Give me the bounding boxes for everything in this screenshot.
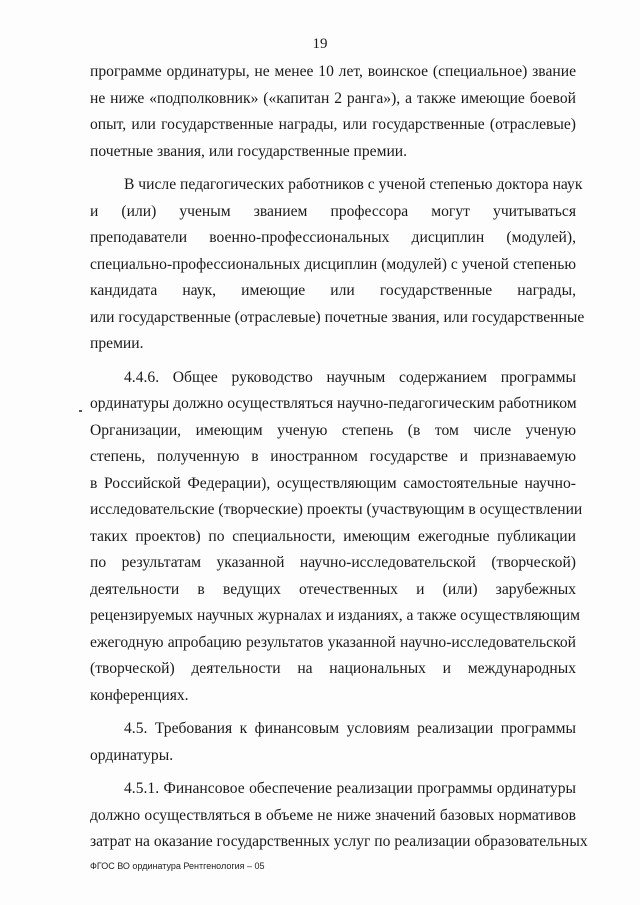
text-line: премии.	[90, 335, 144, 352]
text-line: деятельности в ведущих отечественных и (или) зарубежных	[90, 580, 576, 598]
text-line: по результатам указанной научно-исследовательской (творческой)	[90, 554, 576, 571]
text-line: опыт, или государственные награды, или государственные (отраслевые)	[90, 116, 576, 133]
text-line: кандидата наук, имеющие или государственные награды,	[90, 282, 576, 299]
text-line: рецензируемых научных журналах и изданиях, а также осуществляющим	[90, 607, 580, 624]
text-line: ординатуры должно осуществляться научно-педагогическим работником	[90, 395, 577, 412]
margin-mark	[79, 410, 82, 412]
text-line: почетные звания, или государственные премии.	[90, 142, 408, 160]
text-line: В числе педагогических работников с ученой степенью доктора наук	[124, 176, 583, 193]
text-line: конференциях.	[90, 686, 189, 704]
paragraph-doctors	[90, 172, 585, 358]
page-number: 19	[312, 36, 328, 52]
text-line: затрат на оказание государственных услуг по реализации образовательных	[90, 833, 588, 850]
text-line: специально-профессиональных дисциплин (модулей) с ученой степенью	[90, 255, 576, 273]
text-line: 4.5.1. Финансовое обеспечение реализации программы ординатуры	[124, 780, 576, 797]
section-4-5-1	[90, 776, 588, 856]
text-line: преподаватели военно-профессиональных дисциплин (модулей),	[90, 229, 576, 246]
text-line: ежегодную апробацию результатов указанной научно-исследовательской	[90, 633, 576, 651]
text-line: не ниже «подполковник» («капитан 2 ранга»), а также имеющие боевой	[90, 89, 576, 107]
text-line: в Российской Федерации), осуществляющим самостоятельные научно-	[90, 474, 576, 492]
text-line: ординатуры.	[90, 746, 174, 764]
section-4-4-6	[90, 365, 583, 710]
text-line: или государственные (отраслевые) почетные звания, или государственные	[90, 308, 585, 326]
section-4-5	[90, 716, 576, 769]
text-line: степень, полученную в иностранном государстве и признаваемую	[90, 448, 576, 465]
text-line: должно осуществляться в объеме не ниже значений базовых нормативов	[90, 806, 576, 824]
text-line: 4.4.6. Общее руководство научным содержанием программы	[124, 368, 576, 386]
text-line: 4.5. Требования к финансовым условиям реализации программы	[124, 720, 576, 737]
text-line: исследовательские (творческие) проекты (участвующим в осуществлении	[90, 501, 583, 518]
text-line: таких проектов) по специальности, имеющим ежегодные публикации	[90, 527, 576, 545]
text-line: Организации, имеющим ученую степень (в том числе ученую	[90, 421, 576, 439]
text-line: и (или) ученым званием профессора могут учитываться	[90, 202, 576, 220]
paragraph-continuation	[90, 59, 576, 165]
page-footer: ФГОС ВО ординатура Рентгенология – 05	[90, 861, 265, 871]
body-text	[90, 59, 588, 856]
text-line: программе ординатуры, не менее 10 лет, воинское (специальное) звание	[90, 63, 576, 80]
text-line: (творческой) деятельности на национальных и международных	[90, 660, 576, 677]
